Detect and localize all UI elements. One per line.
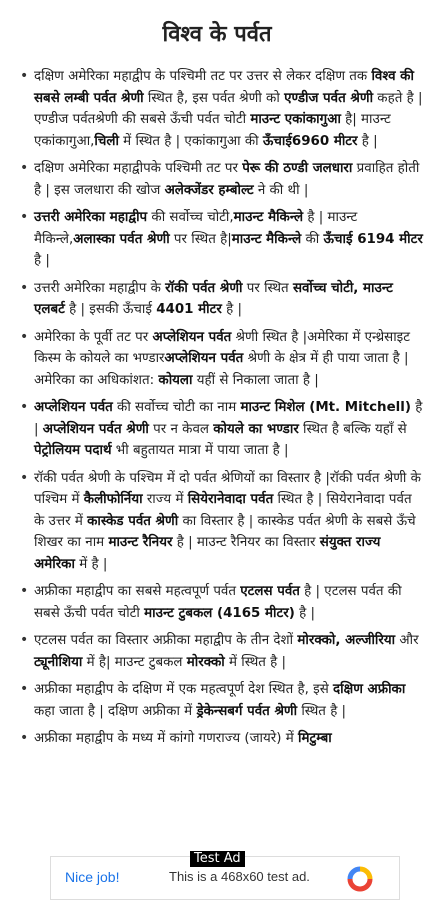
paragraph-text: का विस्तार है | कास्केड पर्वत श्रेणी के सबसे ऊँचे शिखर का नाम — [34, 513, 416, 550]
paragraph-text: पर न केवल — [148, 421, 214, 437]
paragraph-text: है | इसकी ऊँचाई — [64, 302, 157, 317]
bold-term: माउन्ट मिशेल (Mt. Mitchell) — [240, 400, 411, 415]
paragraph-text: स्थित है | सियेरानेवादा पर्वत के उत्तर में — [34, 492, 412, 529]
paragraph-text: प्रवाहित होती है | इस जलधारा की खोज — [34, 161, 420, 198]
ad-cta-text[interactable]: Nice job! — [65, 869, 120, 885]
paragraph-text: एटलस पर्वत का विस्तार अफ्रीका महाद्वीप के तीन देशों — [34, 633, 298, 648]
bold-term: माउन्ट मैकिन्ले — [231, 231, 302, 247]
bold-term: चिली — [94, 133, 119, 149]
bold-term: ऊँचाई 6194 मीटर — [323, 231, 423, 247]
paragraph-text: है | माउन्ट रैनियर का विस्तार — [172, 535, 320, 550]
bold-term: सर्वोच्च चोटी, माउन्ट एलबर्ट — [34, 280, 393, 317]
page-title: विश्व के पर्वत — [162, 22, 272, 47]
paragraph-text: पर स्थित — [242, 280, 293, 296]
bold-term: माउन्ट एकांकागुआ — [250, 112, 341, 127]
bold-term: मोरक्को — [186, 654, 225, 670]
paragraph-text: है | माउन्ट मैकिन्ले, — [34, 210, 358, 247]
paragraph-text: कहा जाता है | दक्षिण अफ्रीका में — [34, 703, 197, 719]
ad-label: Test Ad — [190, 851, 245, 867]
paragraph-text: भी बहुतायत मात्रा में पाया जाता है | — [111, 443, 289, 458]
paragraph-text: और — [395, 633, 419, 648]
bold-term: संयुक्त राज्य अमेरिका — [34, 535, 381, 572]
bold-term: पेरू की ठण्डी जलधारा — [242, 161, 353, 176]
paragraph-text: दक्षिण अमेरिका महाद्वीपके पश्चिमी तट पर — [34, 161, 243, 176]
list-item — [34, 728, 426, 750]
bold-term: 4401 मीटर — [156, 302, 222, 317]
paragraph-text: में है | — [74, 556, 108, 572]
paragraph-text: स्थित है, इस पर्वत श्रेणी को — [143, 90, 285, 106]
paragraph-text: श्रेणी स्थित है |अमेरिका में एन्थ्रेसाइट किस्म के कोयले का भण्डार — [34, 329, 411, 366]
paragraph-text: अफ्रीका महाद्वीप के दक्षिण में एक महत्वपूर्ण देश स्थित है, इसे — [34, 682, 334, 697]
bold-term: दक्षिण अफ्रीका — [333, 682, 406, 697]
paragraph-text: की सर्वोच्च चोटी, — [147, 210, 234, 225]
bold-term: एण्डीज पर्वत श्रेणी — [284, 90, 374, 106]
list-item — [34, 66, 426, 152]
list-item — [34, 327, 426, 392]
bold-term: अप्लेशियन पर्वत — [164, 351, 244, 366]
paragraph-text: है | — [34, 400, 423, 437]
paragraph-text: की — [301, 231, 324, 247]
paragraph-text: कहते है | एण्डीज पर्वतश्रेणी की सबसे ऊँची पर्वत चोटी — [34, 90, 423, 127]
list-item — [34, 397, 426, 462]
bold-term: अप्लेशियन पर्वत — [152, 329, 232, 345]
list-item — [34, 207, 426, 272]
bold-term: ड्रेकेन्सबर्ग पर्वत श्रेणी — [196, 703, 298, 719]
paragraph-text: पर स्थित है| — [169, 231, 232, 247]
paragraph-text: अमेरिका के पूर्वी तट पर — [34, 329, 153, 345]
paragraph-text: अफ्रीका महाद्वीप का सबसे महत्वपूर्ण पर्वत — [34, 584, 241, 599]
ad-description: This is a 468x60 test ad. — [169, 869, 310, 884]
bold-term: अलेक्जेंडर हम्बोल्ट — [164, 182, 254, 198]
paragraph-text: है | एटलस पर्वत की सबसे ऊँची पर्वत चोटी — [34, 584, 402, 621]
bold-term: रॉकी पर्वत श्रेणी — [165, 280, 243, 296]
bold-term: अप्लेशियन पर्वत श्रेणी — [42, 421, 149, 437]
bold-term: कोयला — [158, 372, 193, 388]
paragraph-text: अफ्रीका महाद्वीप के मध्य में कांगो गणराज्य (जायरे) में — [34, 731, 298, 746]
ad-choices-logo-icon[interactable] — [347, 866, 373, 892]
paragraph-text: में स्थित है | — [224, 654, 287, 670]
bold-term: माउन्ट टुबकल (4165 मीटर) — [144, 605, 295, 621]
paragraph-text: राज्य में — [142, 492, 188, 507]
paragraph-text: रॉकी पर्वत श्रेणी के पश्चिम में दो पर्वत श्रेणियों का विस्तार है |रॉकी पर्वत श्रेणी के पश्चिम में — [34, 470, 421, 507]
bold-term: ऊँचाई6960 मीटर — [262, 133, 358, 149]
paragraph-text: में स्थित है | एकांकागुआ की — [118, 133, 263, 149]
bold-term: विश्व की सबसे लम्बी पर्वत श्रेणी — [34, 69, 414, 106]
bold-term: ट्यूनीशिया — [34, 654, 83, 670]
paragraph-text: दक्षिण अमेरिका महाद्वीप के पश्चिमी तट पर उत्तर से लेकर दक्षिण तक — [34, 69, 372, 84]
list-item — [34, 278, 426, 321]
list-item — [34, 468, 426, 576]
bold-term: पेट्रोलियम पदार्थ — [34, 443, 112, 458]
bold-term: कैलीफोर्निया — [83, 492, 143, 507]
paragraph-text: स्थित है बल्कि यहाँ से — [298, 421, 407, 437]
bold-term: सियेरानेवादा पर्वत — [187, 492, 274, 507]
paragraph-text: यहीं से निकाला जाता है | — [192, 372, 319, 388]
article-content — [0, 66, 434, 848]
paragraph-text: है| माउन्ट एकांकागुआ, — [34, 112, 391, 149]
paragraph-text: है | — [221, 302, 243, 317]
paragraph-text: उत्तरी अमेरिका महाद्वीप के — [34, 280, 166, 296]
bold-term: माउन्ट मैकिन्ले — [233, 210, 304, 225]
paragraph-text: है | — [34, 253, 50, 268]
bold-term: माउन्ट रैनियर — [108, 535, 173, 550]
bold-term: कोयले का भण्डार — [213, 421, 299, 437]
paragraph-text: ने की थी | — [253, 182, 309, 198]
paragraph-text: है | — [294, 605, 316, 621]
bold-term: मिटुम्बा — [298, 731, 332, 746]
bold-term: एटलस पर्वत — [240, 584, 300, 599]
bold-term: अलास्का पर्वत श्रेणी — [73, 231, 170, 247]
list-item — [34, 581, 426, 624]
paragraph-text: स्थित है | — [297, 703, 347, 719]
paragraph-text: में है| माउन्ट टुबकल — [82, 654, 187, 670]
bold-term: अप्लेशियन पर्वत — [34, 400, 113, 415]
bold-term: उत्तरी अमेरिका महाद्वीप — [34, 210, 148, 225]
bullet-list — [0, 66, 434, 750]
list-item — [34, 158, 426, 201]
paragraph-text: की सर्वोच्च चोटी का नाम — [112, 400, 241, 415]
list-item — [34, 679, 426, 722]
paragraph-text: है | — [357, 133, 378, 149]
list-item — [34, 630, 426, 673]
paragraph-text: श्रेणी के क्षेत्र में ही पाया जाता है | अमेरिका का अधिकांशत: — [34, 351, 409, 388]
bold-term: मोरक्को, अल्जीरिया — [297, 633, 396, 648]
bold-term: कास्केड पर्वत श्रेणी — [87, 513, 179, 529]
